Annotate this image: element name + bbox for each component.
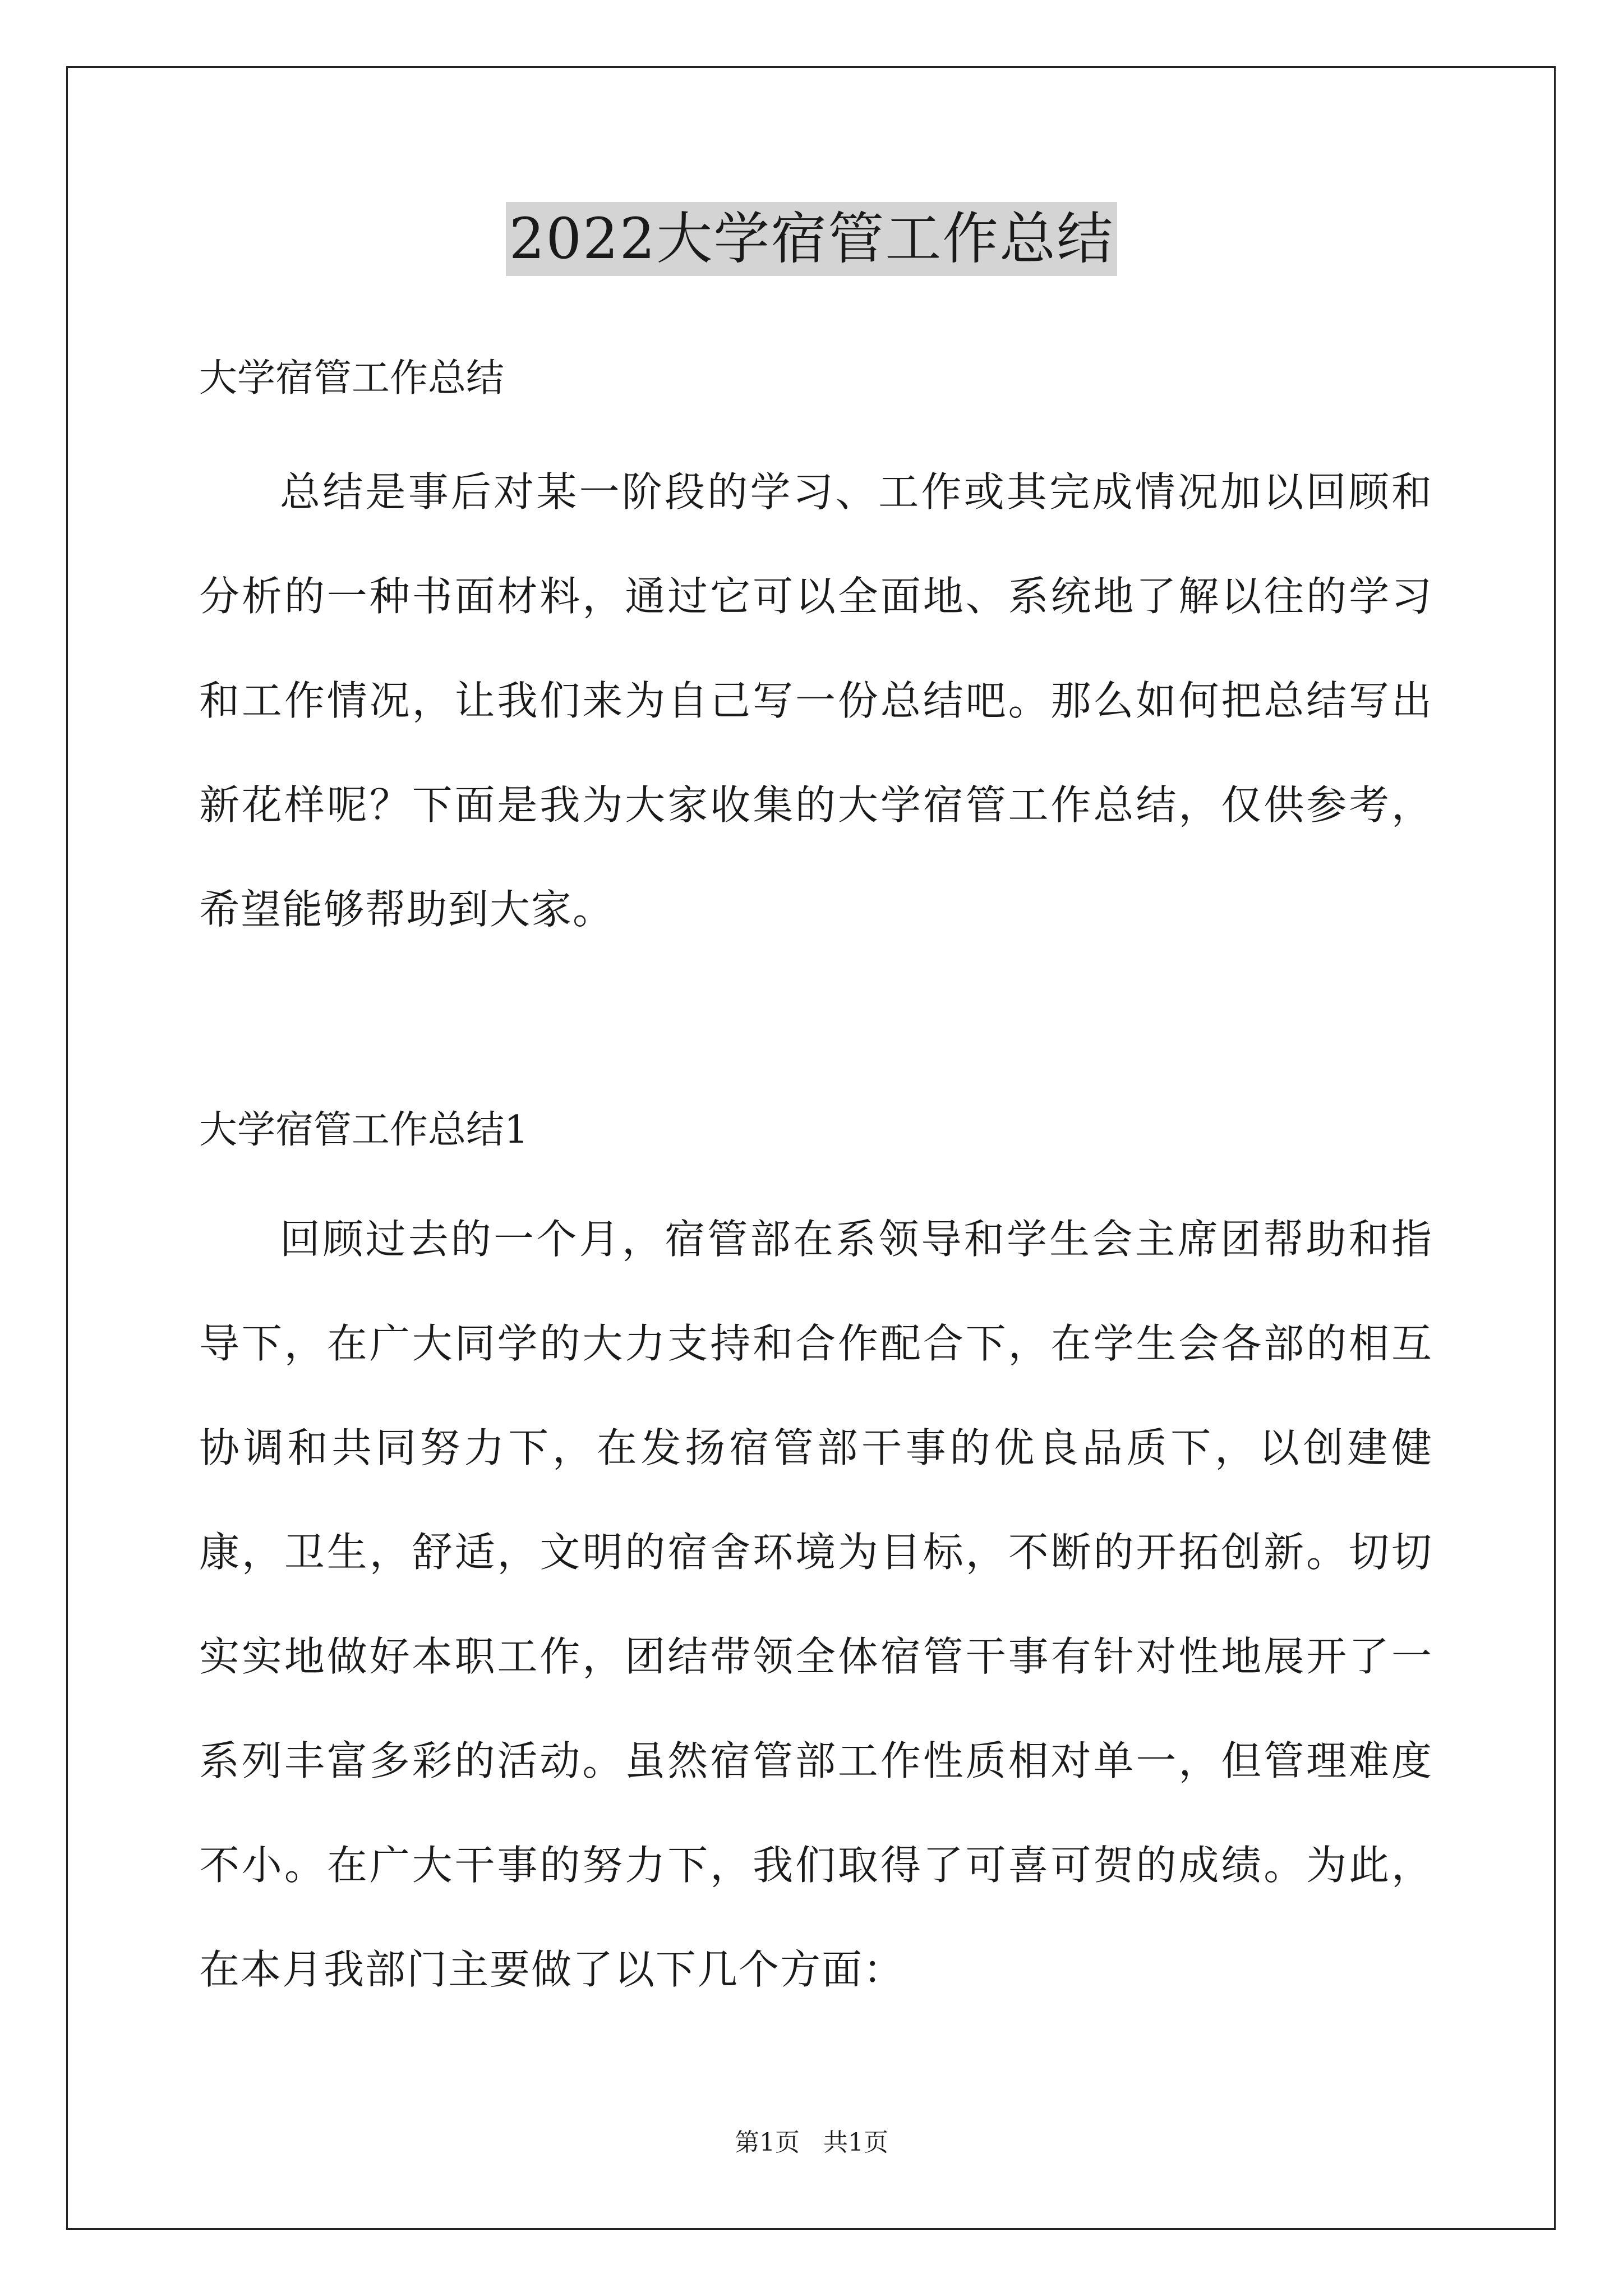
document-subtitle: 大学宿管工作总结 (199, 356, 505, 401)
section-1-paragraph: 回顾过去的一个月，宿管部在系领导和学生会主席团帮助和指导下，在广大同学的大力支持和合作配合下，在学生会各部的相互协调和共同努力下，在发扬宿管部干事的优良品质下，以创建健康，卫生，舒适，文明的宿舍环境为目标，不断的开拓创新。切切实实地做好本职工作，团结带领全体宿管干事有针对性地展开了一系列丰富多彩的活动。虽然宿管部工作性质相对单一，但管理难度不小。在广大干事的努力下，我们取得了可喜可贺的成绩。为此，在本月我部门主要做了以下几个方面： (199, 1216, 1433, 1993)
document-title-text: 2022大学宿管工作总结 (506, 202, 1118, 276)
section-1-heading: 大学宿管工作总结1 (199, 1108, 529, 1152)
intro-paragraph: 总结是事后对某一阶段的学习、工作或其完成情况加以回顾和分析的一种书面材料，通过它可以全面地、系统地了解以往的学习和工作情况，让我们来为自己写一份总结吧。那么如何把总结写出新花样呢？下面是我为大家收集的大学宿管工作总结，仅供参考，希望能够帮助到大家。 (199, 468, 1433, 933)
page-footer: 第1页 共1页 (735, 2128, 888, 2157)
document-title (0, 202, 1623, 276)
